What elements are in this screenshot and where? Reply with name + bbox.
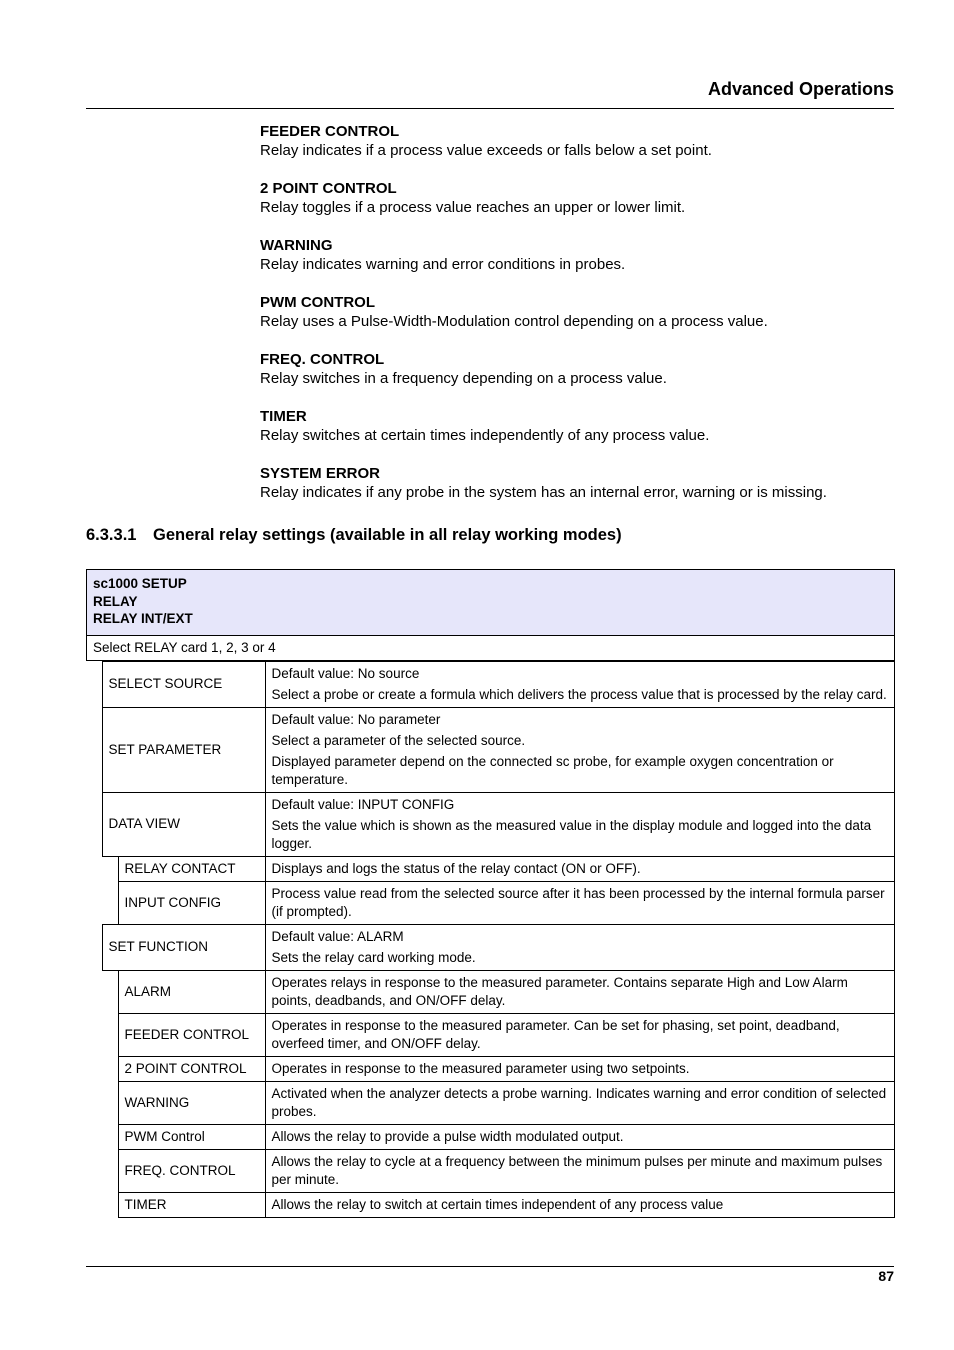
indent-cell [86,707,102,792]
description-line: Default value: ALARM [271,928,404,944]
definition-term: PWM CONTROL [260,294,375,311]
indent-cell [86,1149,102,1192]
definition-description: Relay indicates if any probe in the system has an internal error, warning or is missing. [260,484,827,501]
table-row [86,1013,895,1056]
indent-cell [102,1124,118,1149]
definition-description: Relay switches at certain times independently of any process value. [260,427,710,444]
definition-term: FREQ. CONTROL [260,351,385,368]
section-title: General relay settings (available in all relay working modes) [153,526,622,544]
setting-description [265,1192,895,1217]
setting-description [265,1056,895,1081]
section-number: 6.3.3.1 [86,526,137,544]
page-number: 87 [878,1268,894,1284]
description-line: Sets the relay card working mode. [271,949,476,965]
setting-description [265,707,895,792]
definition-item [260,464,900,502]
setting-description [265,1013,895,1056]
description-line: Allows the relay to cycle at a frequency between the minimum pulses per minute and maximum pulses per minute. [271,1153,883,1187]
setting-name: FEEDER CONTROL [118,1013,265,1056]
menu-path-item: RELAY INT/EXT [93,611,193,626]
setting-name: INPUT CONFIG [118,881,265,924]
setting-description [265,881,895,924]
footer-divider [86,1266,894,1267]
table-row [86,1192,895,1217]
menu-path-item: sc1000 SETUP [93,576,187,591]
setting-name: TIMER [118,1192,265,1217]
indent-cell [102,1013,118,1056]
setting-description [265,924,895,970]
setting-name: SET PARAMETER [102,707,265,792]
definition-term: WARNING [260,237,333,254]
indent-cell [86,881,102,924]
table-row [86,924,895,970]
table-row [86,1081,895,1124]
description-line: Default value: No parameter [271,711,441,727]
definition-term: TIMER [260,408,307,425]
definition-term: SYSTEM ERROR [260,465,381,482]
menu-path-item: RELAY [93,593,138,609]
description-line: Select a parameter of the selected source. [271,732,526,748]
table-row [86,1056,895,1081]
table-row [86,856,895,881]
setting-description [265,1081,895,1124]
definition-item [260,179,900,217]
indent-cell [102,856,118,881]
description-line: Operates in response to the measured parameter using two setpoints. [271,1060,690,1076]
definition-term: FEEDER CONTROL [260,123,400,140]
setting-name: WARNING [118,1081,265,1124]
table-row [86,970,895,1013]
description-line: Displays and logs the status of the relay contact (ON or OFF). [271,860,641,876]
description-line: Allows the relay to provide a pulse width modulated output. [271,1128,624,1144]
indent-cell [86,856,102,881]
indent-cell [86,792,102,856]
definition-description: Relay toggles if a process value reaches an upper or lower limit. [260,199,686,216]
definition-item [260,236,900,274]
description-line: Operates in response to the measured parameter. Can be set for phasing, set point, deadband, overfeed timer, and ON/OFF delay. [271,1017,840,1051]
settings-grid [86,661,895,1218]
setting-name: 2 POINT CONTROL [118,1056,265,1081]
table-row [86,661,895,707]
indent-cell [102,970,118,1013]
description-line: Operates relays in response to the measured parameter. Contains separate High and Low Alarm points, deadbands, and ON/OFF delay. [271,974,848,1008]
setting-name: FREQ. CONTROL [118,1149,265,1192]
section-heading [86,526,622,545]
page-header-title: Advanced Operations [707,79,894,99]
indent-cell [86,1192,102,1217]
indent-cell [86,661,102,707]
definition-item [260,407,900,445]
header-divider [86,108,894,109]
indent-cell [86,970,102,1013]
setting-description [265,1149,895,1192]
indent-cell [102,1081,118,1124]
indent-cell [86,1124,102,1149]
description-line: Displayed parameter depend on the connected sc probe, for example oxygen concentration or temperature. [271,753,834,787]
indent-cell [86,1056,102,1081]
definition-description: Relay indicates if a process value exceeds or falls below a set point. [260,142,712,159]
description-line: Default value: No source [271,665,420,681]
table-row [86,1149,895,1192]
indent-cell [102,1149,118,1192]
setting-description [265,661,895,707]
definition-description: Relay switches in a frequency depending on a process value. [260,370,667,387]
setting-name: DATA VIEW [102,792,265,856]
setting-name: SET FUNCTION [102,924,265,970]
description-line: Sets the value which is shown as the measured value in the display module and logged into the data logger. [271,817,872,851]
indent-cell [102,1192,118,1217]
setting-name: SELECT SOURCE [102,661,265,707]
description-line: Process value read from the selected source after it has been processed by the internal formula parser (if prompted). [271,885,885,919]
relay-mode-definitions [260,122,900,521]
table-row [86,881,895,924]
definition-item [260,350,900,388]
definition-description: Relay uses a Pulse-Width-Modulation control depending on a process value. [260,313,768,330]
definition-term: 2 POINT CONTROL [260,180,397,197]
setting-name: ALARM [118,970,265,1013]
description-line: Activated when the analyzer detects a probe warning. Indicates warning and error condition of selected probes. [271,1085,887,1119]
table-row [86,792,895,856]
setting-description [265,792,895,856]
description-line: Allows the relay to switch at certain times independent of any process value [271,1196,724,1212]
indent-cell [86,1081,102,1124]
setting-name: RELAY CONTACT [118,856,265,881]
definition-item [260,293,900,331]
description-line: Default value: INPUT CONFIG [271,796,455,812]
relay-settings-table [86,569,895,1218]
menu-path-band [86,569,895,635]
indent-cell [102,1056,118,1081]
setting-description [265,970,895,1013]
indent-cell [86,1013,102,1056]
setting-description [265,856,895,881]
definition-description: Relay indicates warning and error conditions in probes. [260,256,626,273]
setting-name: PWM Control [118,1124,265,1149]
table-row [86,1124,895,1149]
indent-cell [102,881,118,924]
setting-description [265,1124,895,1149]
table-row [86,707,895,792]
definition-item [260,122,900,160]
indent-cell [86,924,102,970]
description-line: Select a probe or create a formula which delivers the process value that is processed by the relay card. [271,686,887,702]
select-card-row: Select RELAY card 1, 2, 3 or 4 [86,635,895,661]
